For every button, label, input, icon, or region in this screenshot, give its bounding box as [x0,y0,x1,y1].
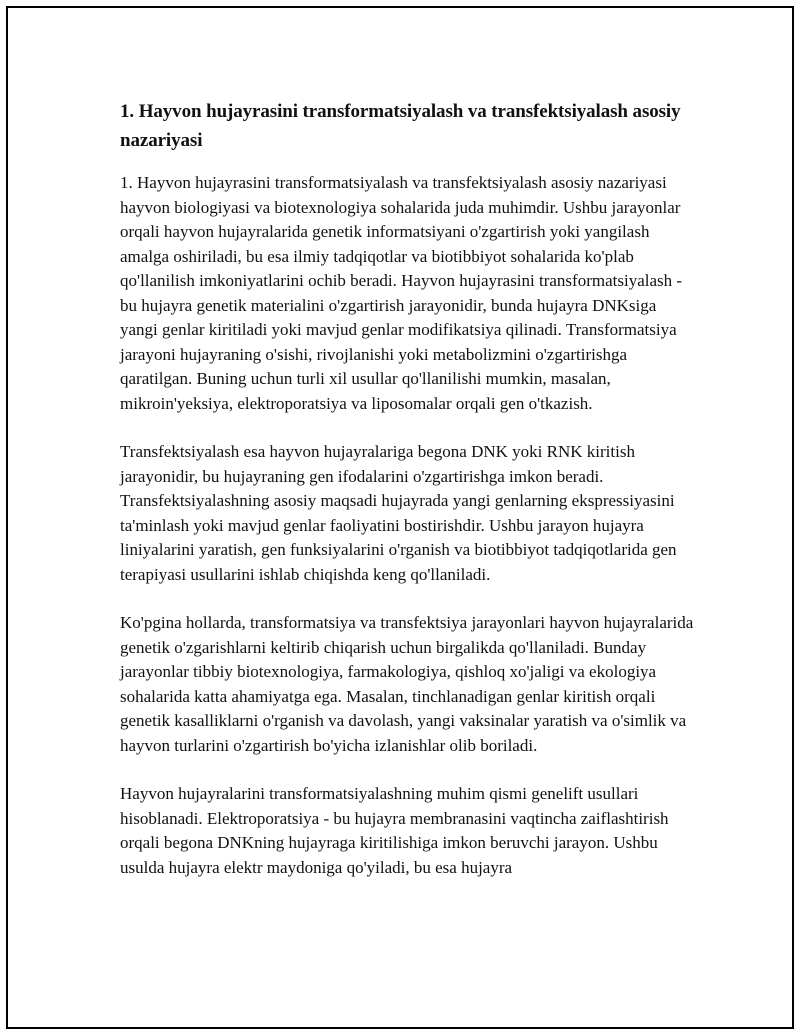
document-title: 1. Hayvon hujayrasini transformatsiyalash va transfektsiyalash asosiy nazariyasi [120,101,681,151]
paragraph-2: Transfektsiyalash esa hayvon hujayralariga begona DNK yoki RNK kiritish jarayonidir, bu hujayraning gen ifodalarini o'zgartirishga imkon beradi. Transfektsiyalashning asosiy maqsadi hujayrada yangi genlarning ekspressiyasini ta'minlash yoki mavjud genlar faoliyatini bostirishdir. Ushbu jarayon hujayra liniyalarini yaratish, gen funksiyalarini o'rganish va biotibbiyot tadqiqotlarida gen terapiyasi usullarini ishlab chiqishda keng qo'llaniladi. [120,442,677,584]
paragraph-1: 1. Hayvon hujayrasini transformatsiyalash va transfektsiyalash asosiy nazariyasi hayvon biologiyasi va biotexnologiya sohalarida juda muhimdir. Ushbu jarayonlar orqali hayvon hujayralarida genetik informatsiyani o'zgartirish yoki yangilash amalga oshiriladi, bu esa ilmiy tadqiqotlar va biotibbiyot sohalarida ko'plab qo'llanilish imkoniyatlarini ochib beradi. Hayvon hujayrasini transformatsiyalash - bu hujayra genetik materialini o'zgartirish jarayonidir, bunda hujayra DNKsiga yangi genlar kiritiladi yoki mavjud genlar modifikatsiya qilinadi. Transformatsiya jarayoni hujayraning o'sishi, rivojlanishi yoki metabolizmini o'zgartirishga qaratilgan. Buning uchun turli xil usullar qo'llanilishi mumkin, masalan, mikroin'yeksiya, elektroporatsiya va liposomalar orqali gen o'tkazish. [120,173,683,413]
paragraph-3: Ko'pgina hollarda, transformatsiya va transfektsiya jarayonlari hayvon hujayralarida genetik o'zgarishlarni keltirib chiqarish uchun birgalikda qo'llaniladi. Bunday jarayonlar tibbiy biotexnologiya, farmakologiya, qishloq xo'jaligi va ekologiya sohalarida katta ahamiyatga ega. Masalan, tinchlanadigan genlar kiritish orqali genetik kasalliklarni o'rganish va davolash, yangi vaksinalar yaratish va o'simlik va hayvon turlarini o'zgartirish bo'yicha izlanishlar olib boriladi. [120,613,694,755]
page-content [120,97,696,880]
document-page [6,6,794,1029]
paragraph-4: Hayvon hujayralarini transformatsiyalashning muhim qismi genelift usullari hisoblanadi. Elektroporatsiya - bu hujayra membranasini vaqtincha zaiflashtirish orqali begona DNKning hujayraga kiritilishiga imkon beruvchi jarayon. Ushbu usulda hujayra elektr maydoniga qo'yiladi, bu esa hujayra [120,784,669,877]
